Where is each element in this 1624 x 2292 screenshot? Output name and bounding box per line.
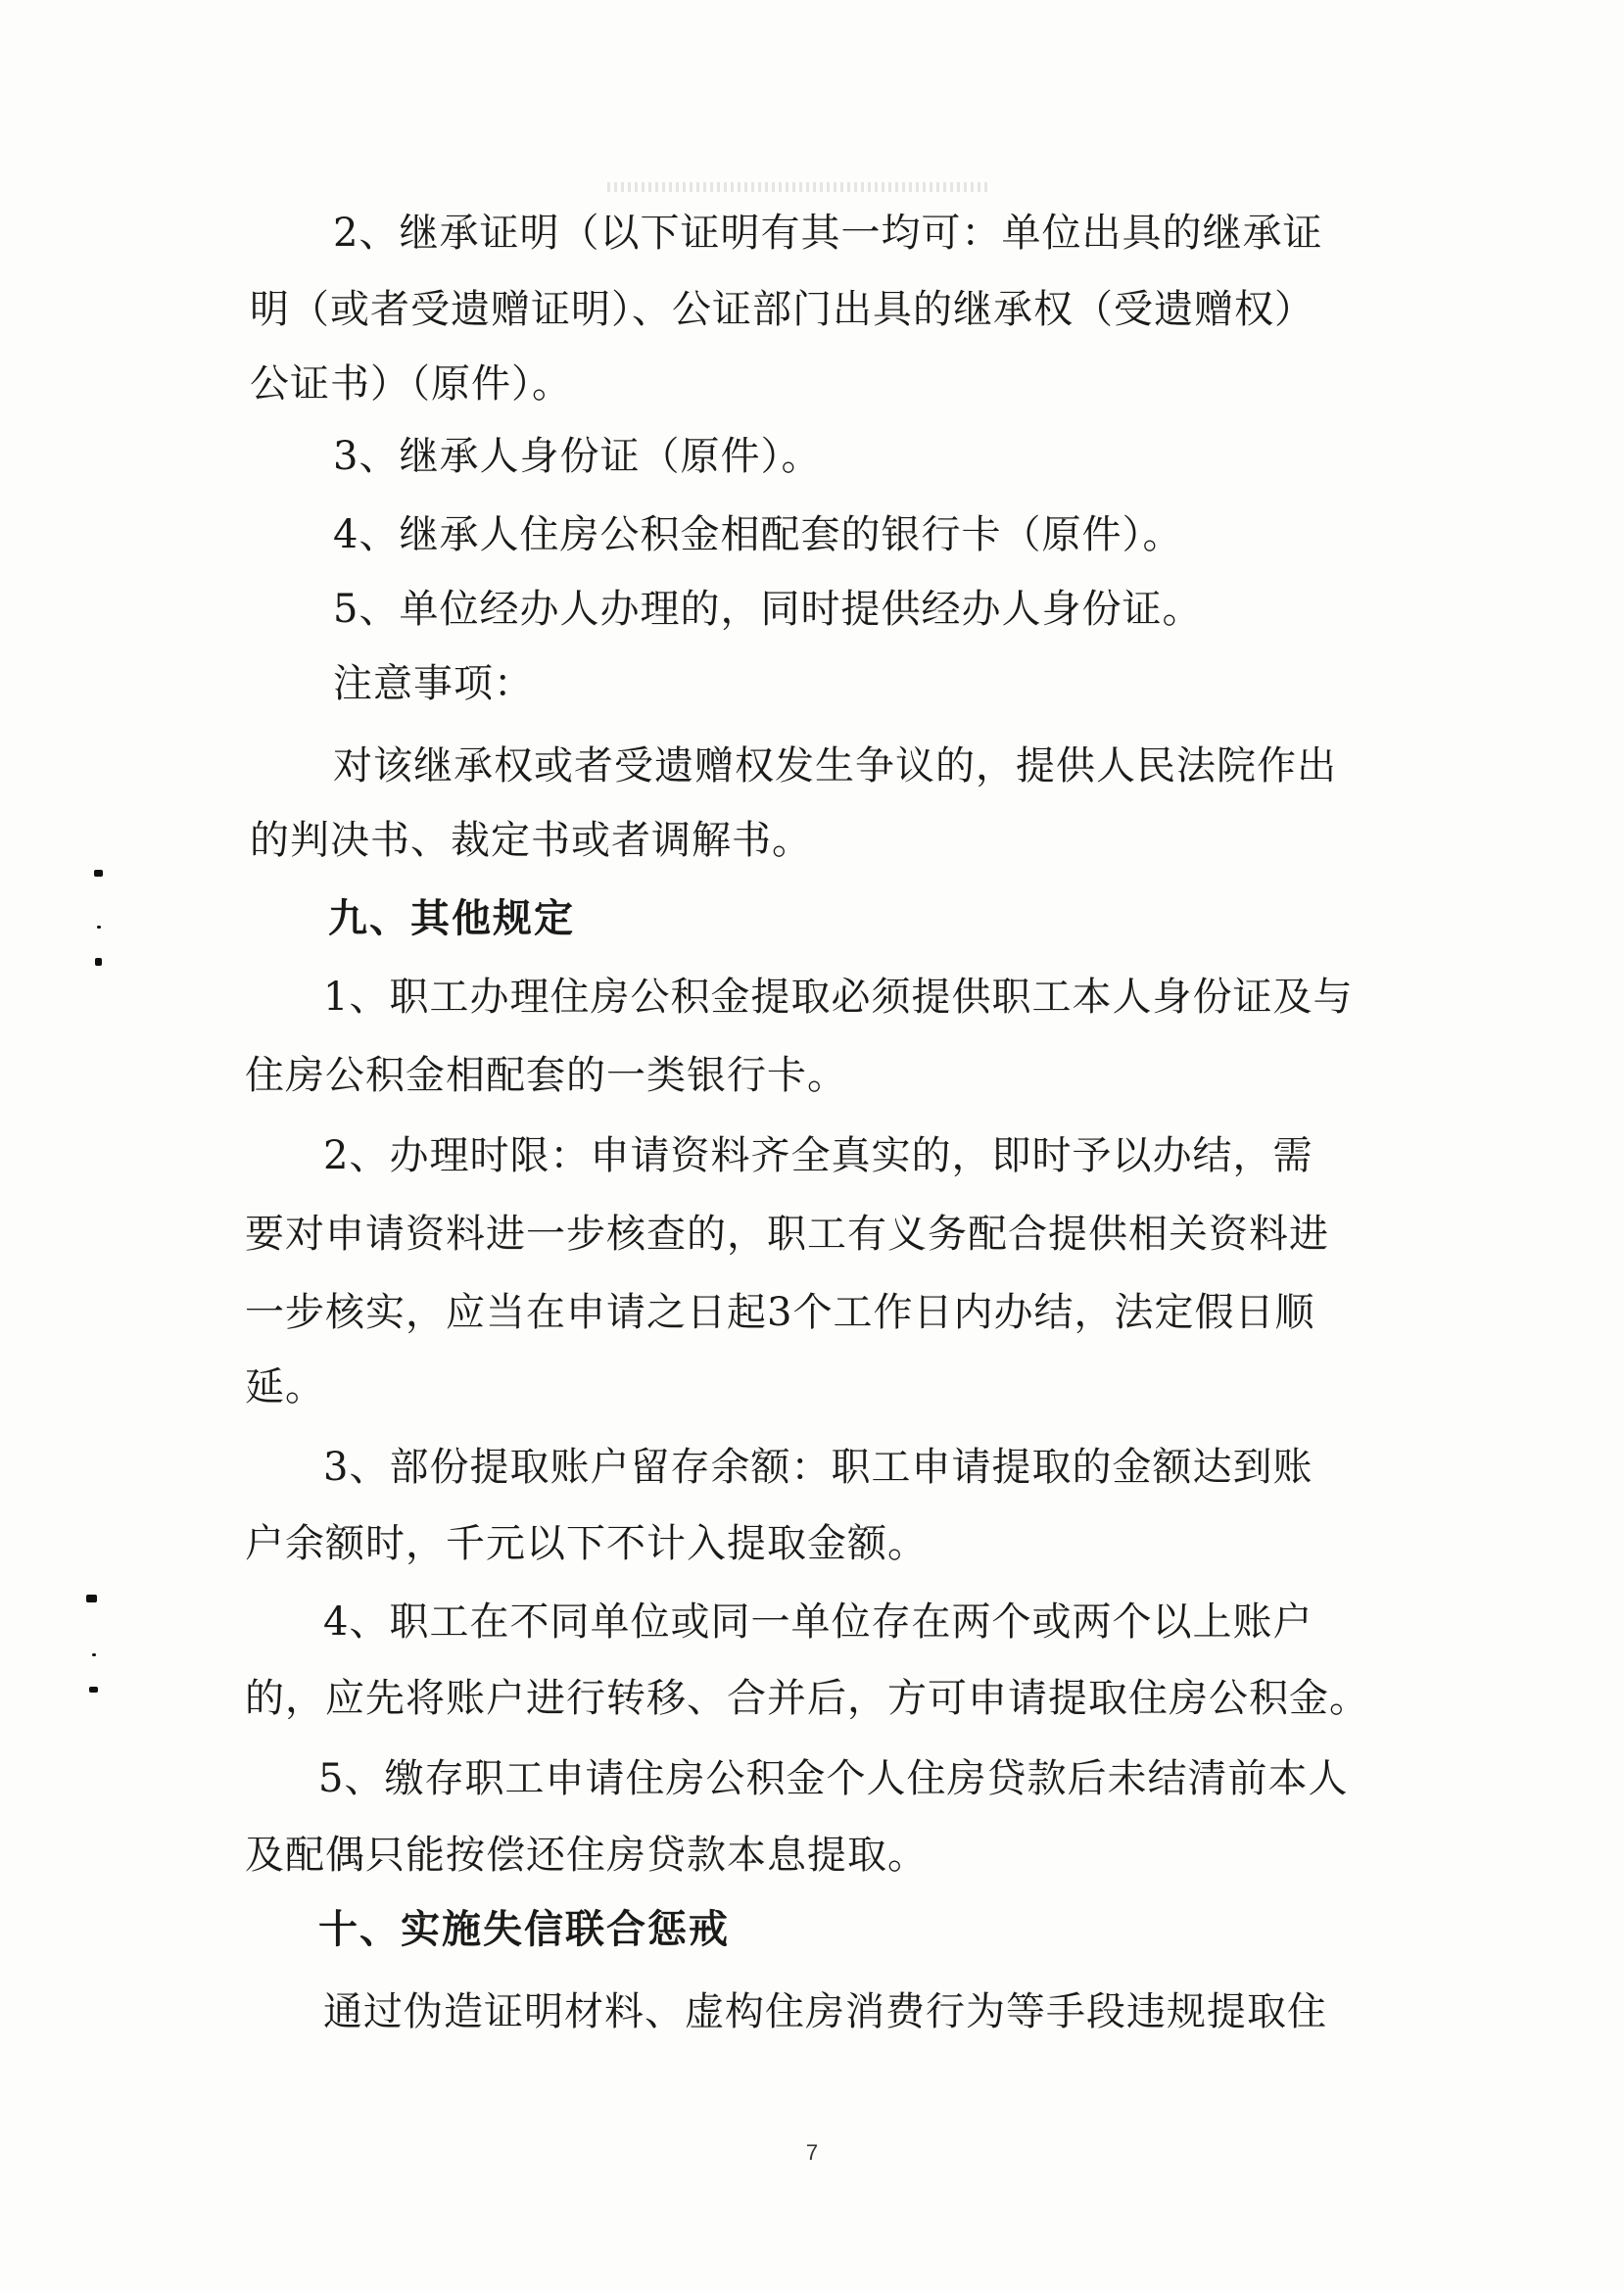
text-line: 2、办理时限：申请资料齐全真实的，即时予以办结，需: [323, 1133, 1314, 1178]
text-line: 1、职工办理住房公积金提取必须提供职工本人身份证及与: [323, 975, 1354, 1020]
text-line: 5、单位经办人办理的，同时提供经办人身份证。: [333, 587, 1203, 632]
text-line: 户余额时，千元以下不计入提取金额。: [245, 1521, 928, 1566]
text-line: 延。: [245, 1364, 325, 1409]
text-line: 3、部份提取账户留存余额：职工申请提取的金额达到账: [323, 1445, 1314, 1490]
text-line: 的判决书、裁定书或者调解书。: [250, 818, 812, 863]
text-line: 明（或者受遗赠证明）、公证部门出具的继承权（受遗赠权）: [250, 287, 1314, 332]
text-line: 公证书）（原件）。: [250, 361, 572, 406]
text-line: 对该继承权或者受遗赠权发生争议的，提供人民法院作出: [333, 743, 1337, 788]
text-line: 要对申请资料进一步核查的，职工有义务配合提供相关资料进: [245, 1212, 1329, 1257]
text-line: 的，应先将账户进行转移、合并后，方可申请提取住房公积金。: [245, 1676, 1369, 1721]
section-heading-10: 十、实施失信联合惩戒: [318, 1907, 730, 1952]
binding-mark: [92, 1653, 96, 1656]
binding-mark: [86, 1595, 97, 1602]
text-line: 注意事项：: [333, 661, 534, 706]
binding-mark: [89, 1687, 98, 1693]
scan-artifact: [607, 182, 989, 192]
text-line: 及配偶只能按偿还住房贷款本息提取。: [245, 1833, 928, 1878]
text-line: 4、继承人住房公积金相配套的银行卡（原件）。: [333, 512, 1183, 557]
page-number: 7: [805, 2140, 819, 2165]
text-line: 2、继承证明（以下证明有其一均可：单位出具的继承证: [333, 211, 1323, 256]
binding-mark: [94, 870, 103, 877]
text-line: 通过伪造证明材料、虚构住房消费行为等手段违规提取住: [323, 1989, 1327, 2034]
section-heading-9: 九、其他规定: [328, 896, 575, 941]
text-line: 5、缴存职工申请住房公积金个人住房贷款后未结清前本人: [318, 1756, 1349, 1801]
text-line: 3、继承人身份证（原件）。: [333, 434, 822, 479]
binding-mark: [95, 958, 102, 966]
text-line: 一步核实，应当在申请之日起3个工作日内办结，法定假日顺: [245, 1290, 1315, 1335]
text-line: 住房公积金相配套的一类银行卡。: [245, 1053, 847, 1098]
text-line: 4、职工在不同单位或同一单位存在两个或两个以上账户: [323, 1600, 1314, 1645]
binding-mark: [97, 926, 101, 929]
